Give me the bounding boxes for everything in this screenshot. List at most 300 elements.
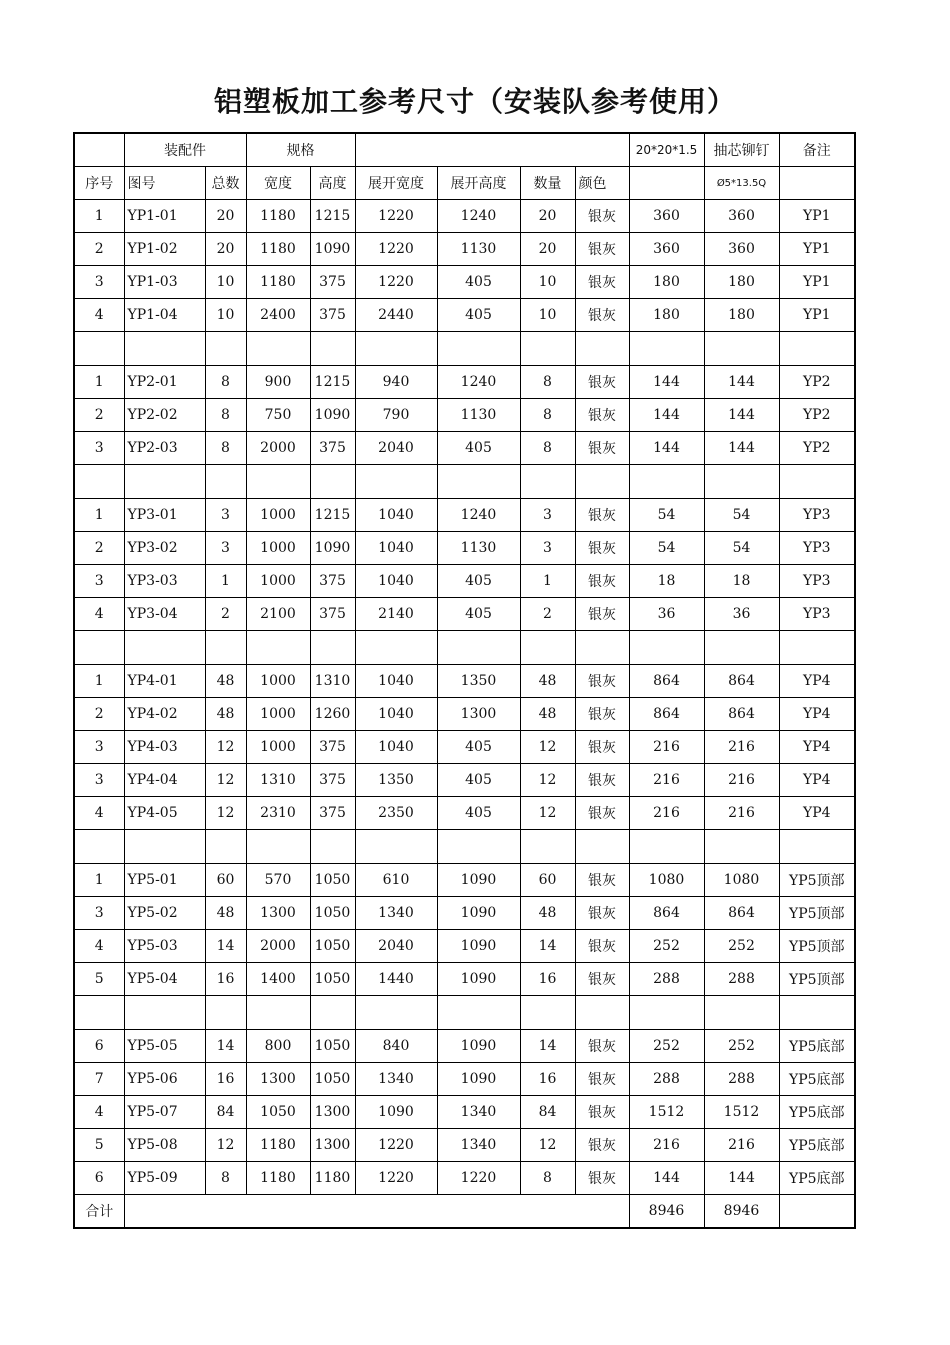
cell-drawing-code: YP2-02 xyxy=(124,399,205,432)
cell-unfold-width: 1040 xyxy=(355,532,437,565)
cell-qty: 8 xyxy=(520,432,575,465)
cell-seq: 1 xyxy=(74,665,124,698)
cell-height: 375 xyxy=(310,797,355,830)
cell-width: 1000 xyxy=(246,665,310,698)
header-remark-value xyxy=(779,167,855,200)
cell-seq: 1 xyxy=(74,200,124,233)
cell-color: 银灰 xyxy=(575,532,629,565)
cell-unfold-height: 1130 xyxy=(437,532,520,565)
cell-total: 8 xyxy=(205,432,246,465)
empty-cell xyxy=(124,996,205,1030)
cell-remark: YP4 xyxy=(779,665,855,698)
cell-color: 银灰 xyxy=(575,731,629,764)
spacer-row xyxy=(74,996,855,1030)
cell-material: 252 xyxy=(629,1030,704,1063)
cell-rivet: 144 xyxy=(704,399,779,432)
cell-seq: 2 xyxy=(74,233,124,266)
cell-unfold-width: 610 xyxy=(355,864,437,897)
cell-qty: 12 xyxy=(520,731,575,764)
cell-width: 900 xyxy=(246,366,310,399)
cell-total: 48 xyxy=(205,698,246,731)
cell-unfold-width: 1350 xyxy=(355,764,437,797)
cell-height: 375 xyxy=(310,731,355,764)
cell-material: 54 xyxy=(629,532,704,565)
cell-total: 10 xyxy=(205,266,246,299)
cell-total: 1 xyxy=(205,565,246,598)
cell-drawing-code: YP1-02 xyxy=(124,233,205,266)
cell-qty: 48 xyxy=(520,665,575,698)
cell-color: 银灰 xyxy=(575,366,629,399)
cell-color: 银灰 xyxy=(575,499,629,532)
empty-cell xyxy=(205,996,246,1030)
cell-height: 1090 xyxy=(310,399,355,432)
empty-cell xyxy=(779,996,855,1030)
empty-cell xyxy=(246,332,310,366)
cell-height: 1215 xyxy=(310,200,355,233)
cell-rivet: 18 xyxy=(704,565,779,598)
empty-cell xyxy=(74,465,124,499)
cell-unfold-height: 405 xyxy=(437,266,520,299)
cell-drawing-code: YP2-03 xyxy=(124,432,205,465)
cell-seq: 1 xyxy=(74,864,124,897)
cell-unfold-width: 1220 xyxy=(355,266,437,299)
cell-seq: 4 xyxy=(74,299,124,332)
cell-rivet: 360 xyxy=(704,233,779,266)
cell-height: 1050 xyxy=(310,1030,355,1063)
table-row xyxy=(74,731,855,764)
cell-rivet: 216 xyxy=(704,1129,779,1162)
cell-unfold-height: 405 xyxy=(437,797,520,830)
cell-remark: YP2 xyxy=(779,399,855,432)
empty-cell xyxy=(779,332,855,366)
cell-qty: 8 xyxy=(520,1162,575,1195)
cell-unfold-height: 1090 xyxy=(437,930,520,963)
cell-remark: YP4 xyxy=(779,764,855,797)
empty-cell xyxy=(704,332,779,366)
table-row xyxy=(74,963,855,996)
cell-seq: 3 xyxy=(74,266,124,299)
cell-unfold-width: 1220 xyxy=(355,1129,437,1162)
empty-cell xyxy=(437,631,520,665)
empty-cell xyxy=(246,631,310,665)
cell-unfold-height: 1090 xyxy=(437,897,520,930)
header-unfold-height: 展开高度 xyxy=(437,167,520,200)
cell-drawing-code: YP1-03 xyxy=(124,266,205,299)
cell-color: 银灰 xyxy=(575,665,629,698)
table-row xyxy=(74,897,855,930)
table-row xyxy=(74,1096,855,1129)
cell-drawing-code: YP2-01 xyxy=(124,366,205,399)
cell-unfold-width: 1090 xyxy=(355,1096,437,1129)
cell-height: 1050 xyxy=(310,930,355,963)
cell-drawing-code: YP5-01 xyxy=(124,864,205,897)
cell-color: 银灰 xyxy=(575,698,629,731)
empty-cell xyxy=(124,830,205,864)
cell-material: 216 xyxy=(629,731,704,764)
cell-total: 48 xyxy=(205,665,246,698)
spacer-row xyxy=(74,631,855,665)
empty-cell xyxy=(629,631,704,665)
total-remark-blank xyxy=(779,1195,855,1229)
empty-cell xyxy=(520,830,575,864)
cell-unfold-height: 1130 xyxy=(437,399,520,432)
cell-qty: 12 xyxy=(520,797,575,830)
cell-unfold-height: 1090 xyxy=(437,963,520,996)
cell-color: 银灰 xyxy=(575,1162,629,1195)
empty-cell xyxy=(310,631,355,665)
table-row xyxy=(74,930,855,963)
cell-qty: 1 xyxy=(520,565,575,598)
cell-color: 银灰 xyxy=(575,1063,629,1096)
empty-cell xyxy=(205,631,246,665)
cell-remark: YP5顶部 xyxy=(779,897,855,930)
cell-height: 375 xyxy=(310,299,355,332)
cell-remark: YP5底部 xyxy=(779,1096,855,1129)
cell-seq: 4 xyxy=(74,930,124,963)
empty-cell xyxy=(310,332,355,366)
cell-width: 1310 xyxy=(246,764,310,797)
cell-rivet: 288 xyxy=(704,1063,779,1096)
cell-seq: 6 xyxy=(74,1162,124,1195)
cell-color: 银灰 xyxy=(575,797,629,830)
cell-unfold-width: 2140 xyxy=(355,598,437,631)
spacer-row xyxy=(74,465,855,499)
header-color: 颜色 xyxy=(575,167,629,200)
cell-color: 银灰 xyxy=(575,1030,629,1063)
cell-total: 16 xyxy=(205,1063,246,1096)
empty-cell xyxy=(355,996,437,1030)
header-material-value xyxy=(629,167,704,200)
empty-cell xyxy=(520,465,575,499)
cell-unfold-width: 790 xyxy=(355,399,437,432)
header-row-1 xyxy=(74,133,855,167)
cell-unfold-height: 405 xyxy=(437,565,520,598)
cell-rivet: 54 xyxy=(704,499,779,532)
cell-height: 1050 xyxy=(310,1063,355,1096)
cell-seq: 7 xyxy=(74,1063,124,1096)
cell-height: 375 xyxy=(310,764,355,797)
cell-width: 1300 xyxy=(246,897,310,930)
cell-qty: 3 xyxy=(520,532,575,565)
table-row xyxy=(74,1162,855,1195)
empty-cell xyxy=(124,332,205,366)
header-total: 总数 xyxy=(205,167,246,200)
cell-remark: YP1 xyxy=(779,233,855,266)
cell-width: 2100 xyxy=(246,598,310,631)
total-label: 合计 xyxy=(74,1195,124,1229)
sheet-title: 铝塑板加工参考尺寸（安装队参考使用） xyxy=(213,85,736,118)
cell-unfold-width: 1440 xyxy=(355,963,437,996)
cell-drawing-code: YP4-04 xyxy=(124,764,205,797)
cell-unfold-width: 2040 xyxy=(355,432,437,465)
cell-material: 144 xyxy=(629,1162,704,1195)
cell-drawing-code: YP4-05 xyxy=(124,797,205,830)
cell-drawing-code: YP1-01 xyxy=(124,200,205,233)
cell-material: 1080 xyxy=(629,864,704,897)
table-row xyxy=(74,698,855,731)
cell-height: 1300 xyxy=(310,1096,355,1129)
empty-cell xyxy=(310,996,355,1030)
cell-color: 银灰 xyxy=(575,565,629,598)
cell-seq: 4 xyxy=(74,598,124,631)
cell-color: 银灰 xyxy=(575,930,629,963)
cell-height: 375 xyxy=(310,266,355,299)
empty-cell xyxy=(246,996,310,1030)
cell-remark: YP5底部 xyxy=(779,1030,855,1063)
cell-material: 180 xyxy=(629,266,704,299)
cell-drawing-code: YP5-07 xyxy=(124,1096,205,1129)
cell-drawing-code: YP1-04 xyxy=(124,299,205,332)
cell-width: 1180 xyxy=(246,1129,310,1162)
header-qty: 数量 xyxy=(520,167,575,200)
cell-total: 8 xyxy=(205,399,246,432)
cell-total: 12 xyxy=(205,797,246,830)
cell-qty: 12 xyxy=(520,764,575,797)
cell-rivet: 180 xyxy=(704,266,779,299)
cell-remark: YP1 xyxy=(779,266,855,299)
cell-rivet: 864 xyxy=(704,698,779,731)
cell-material: 54 xyxy=(629,499,704,532)
cell-height: 1050 xyxy=(310,963,355,996)
table-row xyxy=(74,598,855,631)
empty-cell xyxy=(575,996,629,1030)
cell-material: 360 xyxy=(629,200,704,233)
table-row xyxy=(74,399,855,432)
cell-unfold-height: 405 xyxy=(437,764,520,797)
table-row xyxy=(74,1030,855,1063)
cell-remark: YP3 xyxy=(779,598,855,631)
cell-color: 银灰 xyxy=(575,233,629,266)
cell-unfold-height: 1240 xyxy=(437,499,520,532)
empty-cell xyxy=(355,830,437,864)
cell-height: 375 xyxy=(310,565,355,598)
cell-total: 8 xyxy=(205,1162,246,1195)
cell-rivet: 252 xyxy=(704,930,779,963)
cell-material: 1512 xyxy=(629,1096,704,1129)
cell-remark: YP2 xyxy=(779,366,855,399)
cell-width: 2400 xyxy=(246,299,310,332)
header-drawing: 图号 xyxy=(124,167,205,200)
empty-cell xyxy=(437,465,520,499)
spacer-row xyxy=(74,332,855,366)
cell-qty: 8 xyxy=(520,399,575,432)
empty-cell xyxy=(355,465,437,499)
header-unfold-width: 展开宽度 xyxy=(355,167,437,200)
cell-qty: 10 xyxy=(520,299,575,332)
cell-height: 375 xyxy=(310,598,355,631)
cell-total: 20 xyxy=(205,233,246,266)
cell-drawing-code: YP5-08 xyxy=(124,1129,205,1162)
cell-height: 1260 xyxy=(310,698,355,731)
cell-height: 1310 xyxy=(310,665,355,698)
cell-remark: YP5底部 xyxy=(779,1129,855,1162)
cell-width: 1000 xyxy=(246,698,310,731)
header-width: 宽度 xyxy=(246,167,310,200)
cell-height: 1300 xyxy=(310,1129,355,1162)
cell-total: 10 xyxy=(205,299,246,332)
cell-unfold-height: 1340 xyxy=(437,1129,520,1162)
empty-cell xyxy=(124,465,205,499)
cell-total: 48 xyxy=(205,897,246,930)
cell-height: 1050 xyxy=(310,864,355,897)
cell-width: 750 xyxy=(246,399,310,432)
cell-remark: YP4 xyxy=(779,731,855,764)
cell-material: 144 xyxy=(629,366,704,399)
cell-width: 2000 xyxy=(246,930,310,963)
empty-cell xyxy=(575,631,629,665)
empty-cell xyxy=(437,830,520,864)
cell-width: 1180 xyxy=(246,233,310,266)
cell-total: 3 xyxy=(205,499,246,532)
cell-material: 144 xyxy=(629,399,704,432)
empty-cell xyxy=(575,332,629,366)
cell-remark: YP5底部 xyxy=(779,1063,855,1096)
empty-cell xyxy=(575,465,629,499)
cell-total: 20 xyxy=(205,200,246,233)
cell-color: 银灰 xyxy=(575,1129,629,1162)
cell-unfold-height: 1130 xyxy=(437,233,520,266)
cell-drawing-code: YP5-06 xyxy=(124,1063,205,1096)
cell-material: 864 xyxy=(629,698,704,731)
cell-qty: 10 xyxy=(520,266,575,299)
cell-remark: YP2 xyxy=(779,432,855,465)
cell-unfold-width: 1040 xyxy=(355,665,437,698)
cell-rivet: 1080 xyxy=(704,864,779,897)
cell-unfold-height: 1090 xyxy=(437,864,520,897)
cell-color: 银灰 xyxy=(575,399,629,432)
empty-cell xyxy=(74,631,124,665)
cell-seq: 2 xyxy=(74,698,124,731)
cell-drawing-code: YP5-05 xyxy=(124,1030,205,1063)
cell-height: 1090 xyxy=(310,233,355,266)
total-rivet: 8946 xyxy=(704,1195,779,1229)
cell-width: 1400 xyxy=(246,963,310,996)
dimension-table xyxy=(73,132,856,1229)
cell-total: 8 xyxy=(205,366,246,399)
empty-cell xyxy=(779,465,855,499)
cell-width: 1000 xyxy=(246,731,310,764)
cell-unfold-height: 1300 xyxy=(437,698,520,731)
cell-total: 12 xyxy=(205,764,246,797)
table-row xyxy=(74,432,855,465)
cell-unfold-width: 2040 xyxy=(355,930,437,963)
cell-qty: 60 xyxy=(520,864,575,897)
empty-cell xyxy=(310,830,355,864)
cell-seq: 1 xyxy=(74,366,124,399)
cell-qty: 14 xyxy=(520,1030,575,1063)
cell-drawing-code: YP5-09 xyxy=(124,1162,205,1195)
cell-width: 2000 xyxy=(246,432,310,465)
cell-material: 288 xyxy=(629,1063,704,1096)
cell-width: 1000 xyxy=(246,499,310,532)
table-row xyxy=(74,299,855,332)
empty-cell xyxy=(779,631,855,665)
cell-unfold-width: 1340 xyxy=(355,897,437,930)
empty-cell xyxy=(355,631,437,665)
empty-cell xyxy=(310,465,355,499)
cell-qty: 48 xyxy=(520,698,575,731)
empty-cell xyxy=(704,996,779,1030)
empty-cell xyxy=(74,996,124,1030)
cell-remark: YP4 xyxy=(779,797,855,830)
cell-remark: YP3 xyxy=(779,499,855,532)
cell-color: 银灰 xyxy=(575,432,629,465)
cell-drawing-code: YP3-04 xyxy=(124,598,205,631)
cell-drawing-code: YP3-01 xyxy=(124,499,205,532)
cell-unfold-height: 1240 xyxy=(437,200,520,233)
cell-rivet: 216 xyxy=(704,797,779,830)
cell-qty: 20 xyxy=(520,233,575,266)
cell-unfold-width: 2350 xyxy=(355,797,437,830)
header-assembly: 装配件 xyxy=(124,133,246,167)
cell-total: 14 xyxy=(205,1030,246,1063)
empty-cell xyxy=(629,996,704,1030)
cell-remark: YP5顶部 xyxy=(779,930,855,963)
cell-remark: YP4 xyxy=(779,698,855,731)
cell-rivet: 360 xyxy=(704,200,779,233)
table-row xyxy=(74,797,855,830)
cell-qty: 20 xyxy=(520,200,575,233)
cell-total: 3 xyxy=(205,532,246,565)
cell-width: 1300 xyxy=(246,1063,310,1096)
cell-material: 216 xyxy=(629,764,704,797)
empty-cell xyxy=(704,465,779,499)
table-row xyxy=(74,565,855,598)
empty-cell xyxy=(575,830,629,864)
header-seq: 序号 xyxy=(74,167,124,200)
cell-qty: 16 xyxy=(520,963,575,996)
cell-remark: YP3 xyxy=(779,532,855,565)
table-row xyxy=(74,233,855,266)
cell-total: 84 xyxy=(205,1096,246,1129)
header-material: 20*20*1.5 xyxy=(629,133,704,167)
empty-cell xyxy=(205,465,246,499)
cell-material: 180 xyxy=(629,299,704,332)
cell-width: 800 xyxy=(246,1030,310,1063)
empty-cell xyxy=(246,465,310,499)
cell-color: 银灰 xyxy=(575,764,629,797)
cell-material: 288 xyxy=(629,963,704,996)
cell-rivet: 252 xyxy=(704,1030,779,1063)
cell-unfold-height: 405 xyxy=(437,598,520,631)
cell-seq: 4 xyxy=(74,797,124,830)
total-material: 8946 xyxy=(629,1195,704,1229)
cell-rivet: 864 xyxy=(704,897,779,930)
empty-cell xyxy=(704,631,779,665)
cell-drawing-code: YP5-02 xyxy=(124,897,205,930)
cell-remark: YP5顶部 xyxy=(779,963,855,996)
cell-material: 864 xyxy=(629,897,704,930)
cell-qty: 12 xyxy=(520,1129,575,1162)
cell-seq: 3 xyxy=(74,565,124,598)
header-spec: 规格 xyxy=(246,133,355,167)
header-empty-cell xyxy=(74,133,124,167)
cell-drawing-code: YP4-03 xyxy=(124,731,205,764)
cell-width: 1180 xyxy=(246,1162,310,1195)
cell-material: 216 xyxy=(629,1129,704,1162)
cell-color: 银灰 xyxy=(575,598,629,631)
total-blank xyxy=(124,1195,629,1229)
empty-cell xyxy=(205,332,246,366)
total-row xyxy=(74,1195,855,1229)
cell-drawing-code: YP4-01 xyxy=(124,665,205,698)
cell-width: 1180 xyxy=(246,266,310,299)
cell-drawing-code: YP4-02 xyxy=(124,698,205,731)
cell-width: 1050 xyxy=(246,1096,310,1129)
cell-drawing-code: YP5-03 xyxy=(124,930,205,963)
cell-material: 36 xyxy=(629,598,704,631)
cell-seq: 2 xyxy=(74,399,124,432)
